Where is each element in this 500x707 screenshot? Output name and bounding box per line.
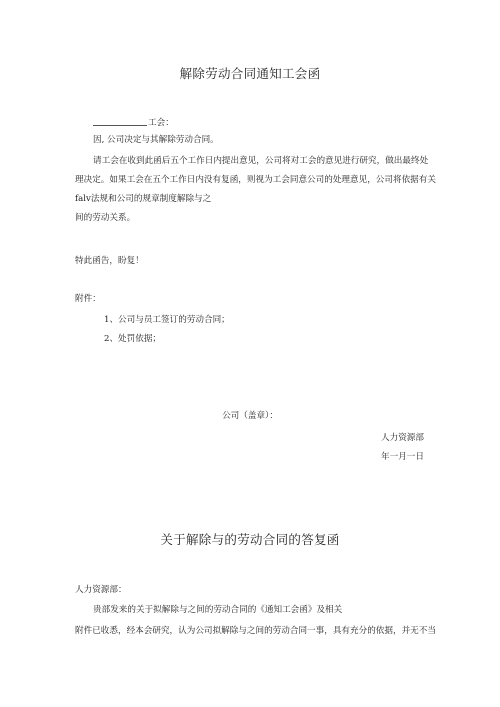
notice-paragraph-2-line-1: 请工会在收到此函后五个工作日内提出意见，公司将对工会的意见进行研究，做出最终处	[93, 156, 429, 166]
addressee-suffix: 工会：	[148, 118, 174, 128]
notice-title: 解除劳动合同通知工会函	[179, 66, 321, 81]
notice-paragraph-2-line-2: 理决定。如果工会在五个工作日内没有复函，则视为工会同意公司的处理意见，公司将依据有关	[75, 175, 436, 185]
reply-addressee: 人力资源部：	[75, 585, 127, 595]
notice-addressee	[93, 116, 174, 129]
signing-date: 年一月一日	[381, 452, 424, 462]
notice-paragraph-1: 因, 公司决定与其解除劳动合同。	[93, 135, 219, 145]
reply-paragraph-line-2: 附件已收悉，经本会研究，认为公司拟解除与之间的劳动合同一事，具有充分的依据，并无不当	[75, 626, 436, 636]
attachment-item-2: 2、处罚依据；	[104, 334, 162, 344]
attachments-label: 附件：	[75, 294, 101, 304]
attachment-item-1: 1、公司与员工签订的劳动合同；	[104, 315, 230, 325]
signing-department: 人力资源部	[381, 433, 424, 443]
addressee-blank-line	[93, 116, 147, 126]
reply-paragraph-line-1: 贵部发来的关于拟解除与之间的劳动合同的《通知工会函》及相关	[93, 605, 343, 615]
notice-closing: 特此函告，盼复！	[75, 256, 144, 266]
company-seal-line: 公司（盖章）：	[222, 411, 278, 421]
notice-paragraph-2-line-4: 间的劳动关系。	[75, 213, 136, 223]
notice-paragraph-2-line-3: falv法规和公司的规章制度解除与之	[75, 194, 212, 204]
reply-title: 关于解除与的劳动合同的答复函	[160, 532, 340, 547]
